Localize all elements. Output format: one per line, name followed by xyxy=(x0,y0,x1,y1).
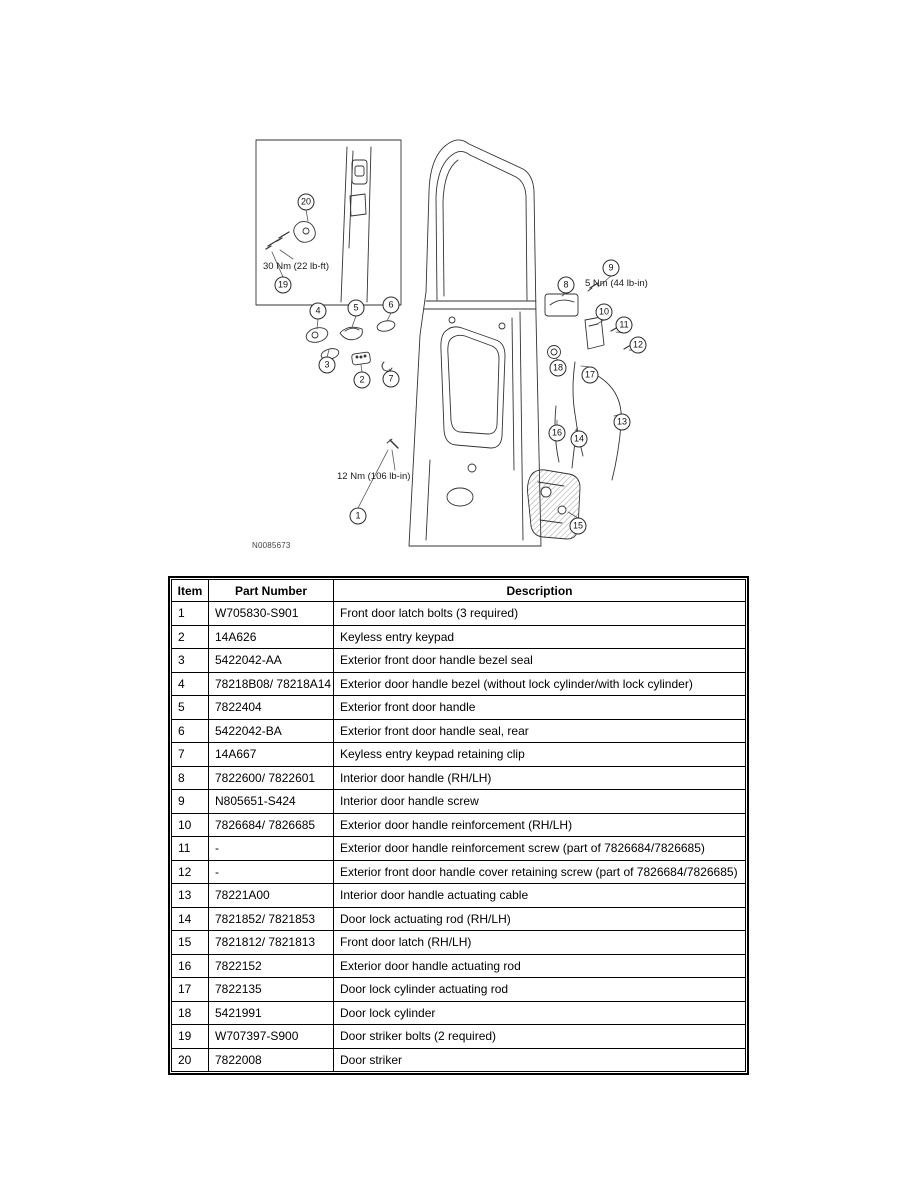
cell-description: Exterior door handle reinforcement (RH/LH) xyxy=(334,813,746,837)
parts-table xyxy=(168,576,749,1075)
callout-7: 7 xyxy=(383,371,400,388)
table-row xyxy=(172,884,746,908)
header-part-number: Part Number xyxy=(209,580,334,602)
parts-table-body xyxy=(172,602,746,1072)
cell-item: 11 xyxy=(172,837,209,861)
cell-description: Interior door handle (RH/LH) xyxy=(334,766,746,790)
table-row xyxy=(172,649,746,673)
cell-item: 10 xyxy=(172,813,209,837)
callout-10: 10 xyxy=(596,304,613,321)
callout-4: 4 xyxy=(310,303,327,320)
callout-12: 12 xyxy=(630,337,647,354)
cell-description: Door lock cylinder xyxy=(334,1001,746,1025)
table-row xyxy=(172,1025,746,1049)
cell-item: 14 xyxy=(172,907,209,931)
table-row xyxy=(172,672,746,696)
cell-part-number: 7822135 xyxy=(209,978,334,1002)
diagram-line-art xyxy=(0,0,918,572)
cell-part-number: W707397-S900 xyxy=(209,1025,334,1049)
callout-2: 2 xyxy=(354,372,371,389)
cell-item: 2 xyxy=(172,625,209,649)
callout-13: 13 xyxy=(614,414,631,431)
cell-description: Keyless entry keypad xyxy=(334,625,746,649)
cell-description: Door lock cylinder actuating rod xyxy=(334,978,746,1002)
table-row xyxy=(172,813,746,837)
callout-1: 1 xyxy=(350,508,367,525)
latch-bolt-icon xyxy=(387,439,398,448)
cell-item: 6 xyxy=(172,719,209,743)
callout-15: 15 xyxy=(570,518,587,535)
table-row xyxy=(172,907,746,931)
cell-item: 13 xyxy=(172,884,209,908)
table-row xyxy=(172,602,746,626)
cell-item: 12 xyxy=(172,860,209,884)
cell-item: 1 xyxy=(172,602,209,626)
cell-item: 17 xyxy=(172,978,209,1002)
cell-part-number: 5421991 xyxy=(209,1001,334,1025)
callout-11: 11 xyxy=(616,317,633,334)
table-row xyxy=(172,1048,746,1072)
cell-part-number: 14A626 xyxy=(209,625,334,649)
table-row xyxy=(172,978,746,1002)
cell-part-number: W705830-S901 xyxy=(209,602,334,626)
cell-part-number: 7822600/ 7822601 xyxy=(209,766,334,790)
cell-description: Exterior door handle bezel (without lock cylinder/with lock cylinder) xyxy=(334,672,746,696)
header-description: Description xyxy=(334,580,746,602)
exploded-view-diagram xyxy=(0,0,918,572)
cell-part-number: 7822008 xyxy=(209,1048,334,1072)
cell-item: 20 xyxy=(172,1048,209,1072)
torque-label-30nm: 30 Nm (22 lb-ft) xyxy=(263,261,329,272)
cell-item: 5 xyxy=(172,696,209,720)
table-row xyxy=(172,954,746,978)
callout-5: 5 xyxy=(348,300,365,317)
table-row xyxy=(172,719,746,743)
door-outline xyxy=(409,140,541,546)
cell-description: Interior door handle actuating cable xyxy=(334,884,746,908)
cell-item: 16 xyxy=(172,954,209,978)
cell-part-number: - xyxy=(209,860,334,884)
striker-bolt-icons xyxy=(266,232,289,249)
callout-20: 20 xyxy=(298,194,315,211)
header-item: Item xyxy=(172,580,209,602)
cell-part-number: 78218B08/ 78218A14 xyxy=(209,672,334,696)
cell-description: Front door latch (RH/LH) xyxy=(334,931,746,955)
callout-18: 18 xyxy=(550,360,567,377)
table-row xyxy=(172,931,746,955)
callout-14: 14 xyxy=(571,431,588,448)
cell-description: Front door latch bolts (3 required) xyxy=(334,602,746,626)
callout-9: 9 xyxy=(603,260,620,277)
callout-19: 19 xyxy=(275,277,292,294)
table-row xyxy=(172,1001,746,1025)
cell-part-number: 14A667 xyxy=(209,743,334,767)
cell-part-number: 7821812/ 7821813 xyxy=(209,931,334,955)
cell-item: 19 xyxy=(172,1025,209,1049)
cell-description: Keyless entry keypad retaining clip xyxy=(334,743,746,767)
cell-item: 15 xyxy=(172,931,209,955)
callout-8: 8 xyxy=(558,277,575,294)
table-row xyxy=(172,790,746,814)
table-row xyxy=(172,766,746,790)
cell-part-number: 5422042-BA xyxy=(209,719,334,743)
cell-description: Exterior front door handle seal, rear xyxy=(334,719,746,743)
cell-item: 4 xyxy=(172,672,209,696)
cell-part-number: 7826684/ 7826685 xyxy=(209,813,334,837)
cell-description: Door striker xyxy=(334,1048,746,1072)
callout-16: 16 xyxy=(549,425,566,442)
cell-description: Interior door handle screw xyxy=(334,790,746,814)
table-row xyxy=(172,743,746,767)
table-row xyxy=(172,860,746,884)
cell-part-number: 7822404 xyxy=(209,696,334,720)
torque-label-12nm: 12 Nm (106 lb-in) xyxy=(337,471,411,482)
callout-6: 6 xyxy=(383,297,400,314)
cell-description: Door lock actuating rod (RH/LH) xyxy=(334,907,746,931)
cell-item: 3 xyxy=(172,649,209,673)
cell-description: Exterior door handle reinforcement screw (part of 7826684/7826685) xyxy=(334,837,746,861)
cell-part-number: N805651-S424 xyxy=(209,790,334,814)
torque-label-5nm: 5 Nm (44 lb-in) xyxy=(585,278,648,289)
table-row xyxy=(172,625,746,649)
cell-item: 7 xyxy=(172,743,209,767)
cell-description: Exterior front door handle cover retaining screw (part of 7826684/7826685) xyxy=(334,860,746,884)
cell-part-number: 7821852/ 7821853 xyxy=(209,907,334,931)
table-row xyxy=(172,837,746,861)
cell-part-number: - xyxy=(209,837,334,861)
callout-17: 17 xyxy=(582,367,599,384)
cell-item: 9 xyxy=(172,790,209,814)
table-header-row xyxy=(172,580,746,602)
cell-part-number: 5422042-AA xyxy=(209,649,334,673)
callout-3: 3 xyxy=(319,357,336,374)
table-row xyxy=(172,696,746,720)
cell-item: 8 xyxy=(172,766,209,790)
cell-part-number: 7822152 xyxy=(209,954,334,978)
cell-description: Exterior front door handle bezel seal xyxy=(334,649,746,673)
cell-description: Door striker bolts (2 required) xyxy=(334,1025,746,1049)
parts-table-grid xyxy=(171,579,746,1072)
cell-description: Exterior front door handle xyxy=(334,696,746,720)
cell-description: Exterior door handle actuating rod xyxy=(334,954,746,978)
figure-code: N0085673 xyxy=(252,541,291,550)
cell-part-number: 78221A00 xyxy=(209,884,334,908)
cell-item: 18 xyxy=(172,1001,209,1025)
